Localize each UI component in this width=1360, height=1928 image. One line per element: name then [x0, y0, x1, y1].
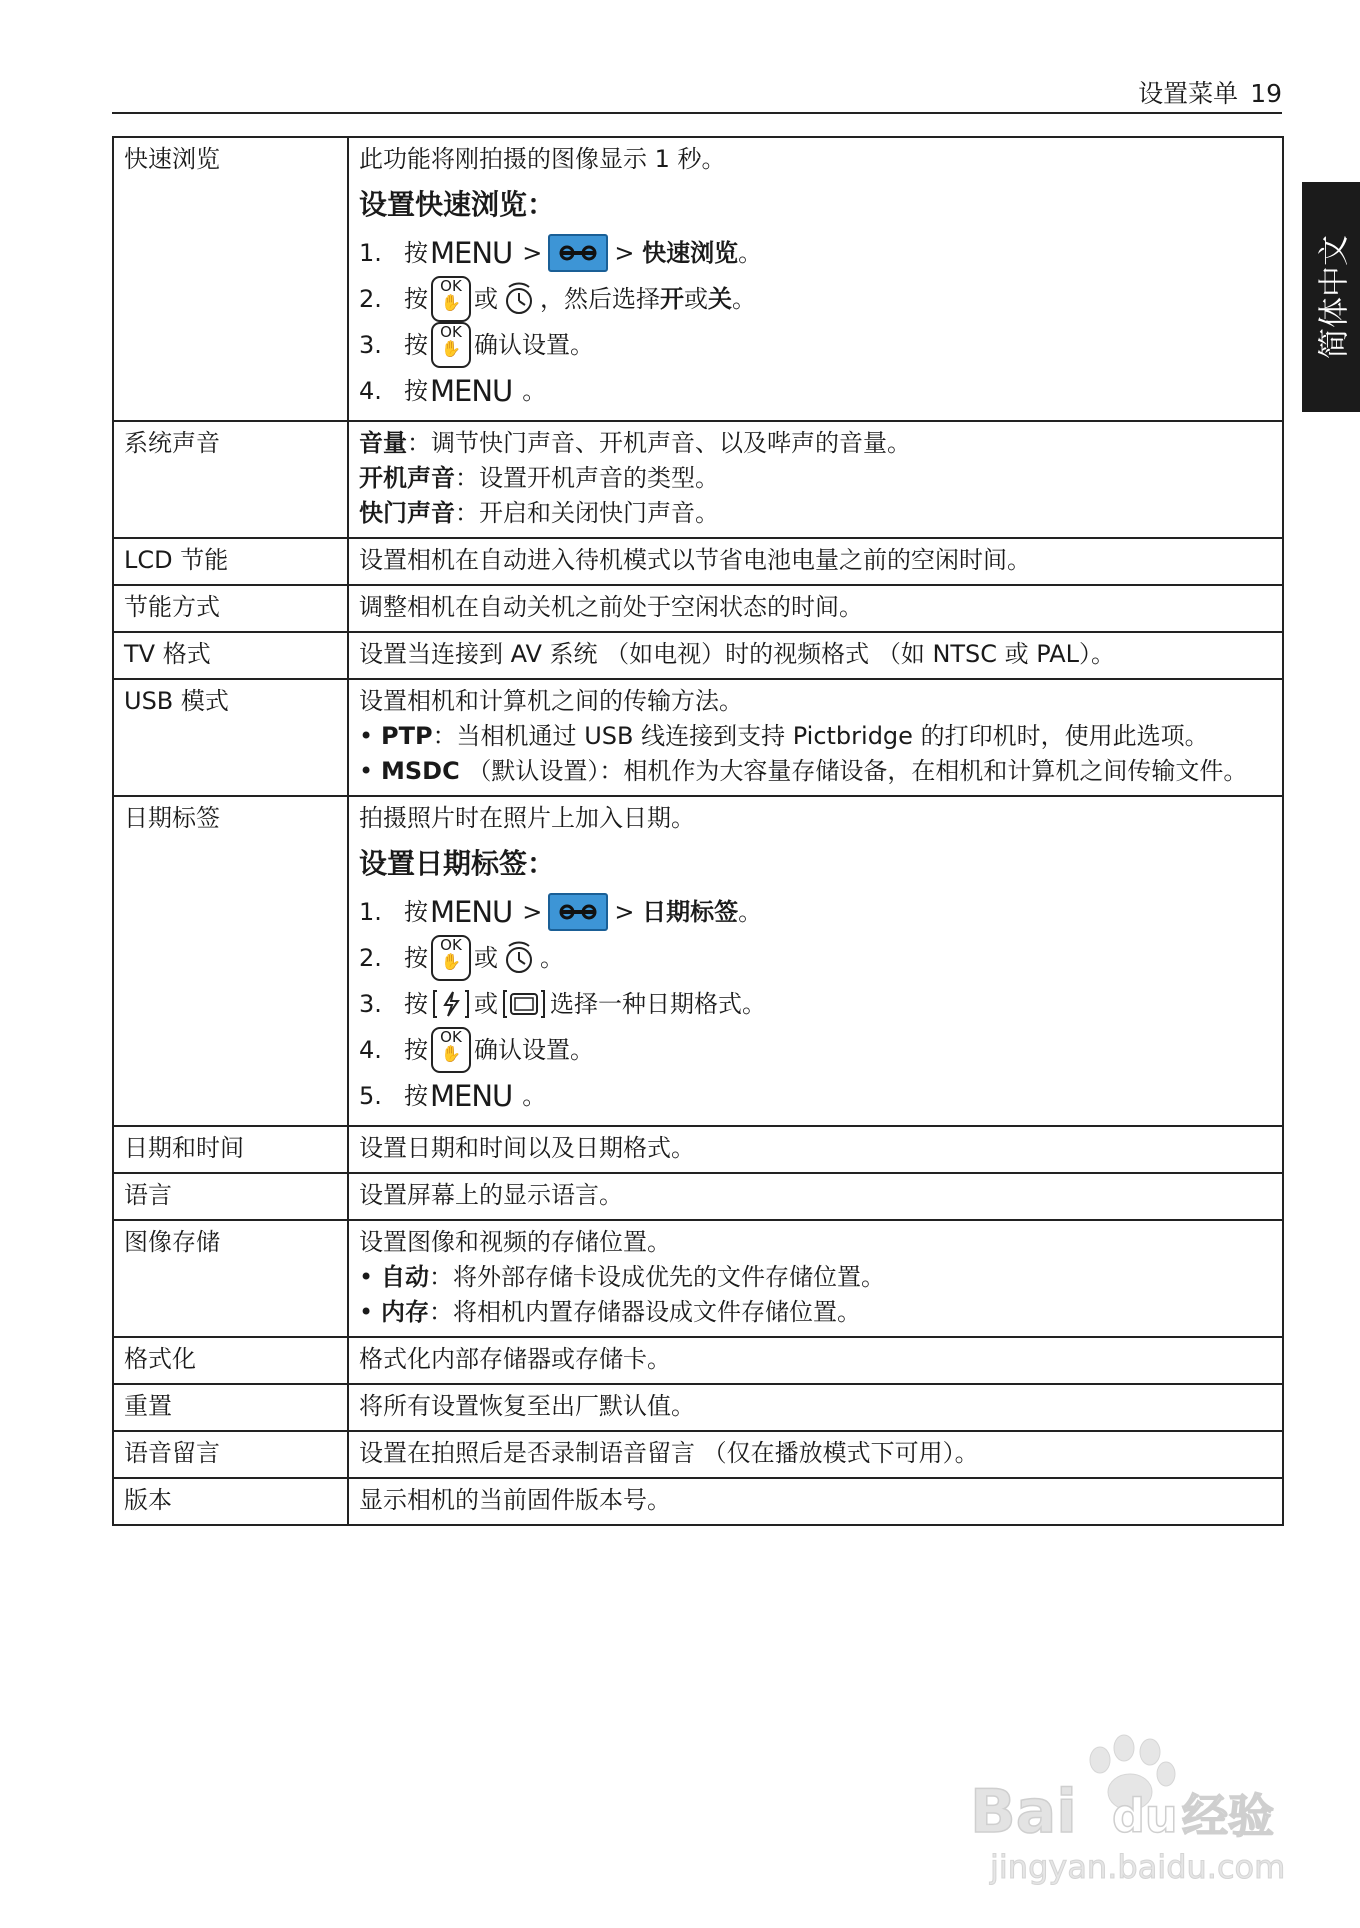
definition: ：开启和关闭快门声音。 — [455, 499, 719, 527]
or-text: 或 — [684, 284, 708, 313]
desc-line — [359, 461, 1272, 496]
press-text: 按 — [404, 897, 428, 926]
step-text: 确认设置。 — [474, 330, 594, 359]
setup-menu-icon — [548, 893, 608, 931]
setting-desc: 将所有设置恢复至出厂默认值。 — [348, 1384, 1283, 1431]
setting-desc — [348, 421, 1283, 538]
menu-item-name: 快速浏览 — [642, 238, 739, 267]
setting-desc — [348, 1220, 1283, 1337]
setting-desc: 调整相机在自动关机之前处于空闲状态的时间。 — [348, 585, 1283, 632]
gt-sign: > — [614, 897, 635, 926]
setting-desc: 设置屏幕上的显示语言。 — [348, 1173, 1283, 1220]
press-text: 按 — [404, 238, 428, 267]
setting-name: LCD 节能 — [113, 538, 348, 585]
table-row — [113, 421, 1283, 538]
press-text: 按 — [404, 330, 428, 359]
gt-sign: > — [522, 238, 543, 267]
step-5 — [359, 1073, 1272, 1119]
table-row — [113, 137, 1283, 421]
desc-text: 设置图像和视频的存储位置。 — [359, 1228, 671, 1256]
setup-menu-icon — [548, 234, 608, 272]
step-number: 4. — [359, 376, 382, 405]
table-row — [113, 538, 1283, 585]
self-timer-icon — [501, 281, 537, 317]
desc-text: 拍摄照片时在照片上加入日期。 — [359, 804, 695, 832]
step-number: 1. — [359, 238, 382, 267]
page-header — [112, 72, 1282, 114]
bullet-item: • 自动：将外部存储卡设成优先的文件存储位置。 — [359, 1263, 885, 1291]
setting-name: 版本 — [113, 1478, 348, 1525]
watermark-brand2: du — [1112, 1789, 1178, 1843]
term: 音量 — [359, 429, 407, 457]
desc-text: 此功能将刚拍摄的图像显示 1 秒。 — [359, 145, 726, 173]
step-2 — [359, 935, 1272, 981]
definition: ：将外部存储卡设成优先的文件存储位置。 — [429, 1263, 885, 1291]
gt-sign: > — [614, 238, 635, 267]
ok-label: OK — [440, 277, 462, 295]
press-text: 按 — [404, 376, 428, 405]
table-row — [113, 796, 1283, 1126]
table-row — [113, 632, 1283, 679]
side-tab-label: 简体中文 — [1316, 235, 1353, 359]
setting-name: TV 格式 — [113, 632, 348, 679]
menu-item-name: 日期标签 — [642, 897, 739, 926]
display-button-icon — [501, 987, 547, 1021]
ok-label: OK — [440, 1028, 462, 1046]
page-number: 19 — [1250, 79, 1282, 108]
step-4 — [359, 1027, 1272, 1073]
step-number: 5. — [359, 1081, 382, 1110]
setting-name: 快速浏览 — [113, 137, 348, 421]
setting-desc: 显示相机的当前固件版本号。 — [348, 1478, 1283, 1525]
step-3 — [359, 981, 1272, 1027]
table-row — [113, 1220, 1283, 1337]
definition: ：调节快门声音、开机声音、以及哔声的音量。 — [407, 429, 911, 457]
ok-label: OK — [440, 936, 462, 954]
term: 开机声音 — [359, 464, 455, 492]
punct: 。 — [522, 376, 547, 405]
self-timer-icon — [501, 940, 537, 976]
watermark-url: jingyan.baidu.com — [990, 1848, 1286, 1886]
press-text: 按 — [404, 943, 428, 972]
step-text: ，然后选择 — [540, 284, 660, 313]
step-number: 2. — [359, 284, 382, 313]
setting-name: 语音留言 — [113, 1431, 348, 1478]
table-row — [113, 1126, 1283, 1173]
press-text: 按 — [404, 1035, 428, 1064]
or-text: 或 — [474, 284, 498, 313]
table-row — [113, 679, 1283, 796]
ok-label: OK — [440, 323, 462, 341]
ok-button-icon: OK ✋ — [431, 276, 471, 322]
ok-button-icon: OK ✋ — [431, 1027, 471, 1073]
baidu-watermark-logo — [960, 1730, 1290, 1890]
step-number: 2. — [359, 943, 382, 972]
menu-button-label: MENU — [430, 894, 513, 929]
setting-name: 日期标签 — [113, 796, 348, 1126]
step-text: 确认设置。 — [474, 1035, 594, 1064]
step-number: 3. — [359, 989, 382, 1018]
step-4 — [359, 368, 1272, 414]
punct: 。 — [738, 897, 763, 926]
term: PTP — [381, 722, 433, 750]
setting-name: 语言 — [113, 1173, 348, 1220]
setting-desc: 设置相机在自动进入待机模式以节省电池电量之前的空闲时间。 — [348, 538, 1283, 585]
setting-name: 图像存储 — [113, 1220, 348, 1337]
subheading: 设置日期标签： — [359, 847, 556, 880]
ok-button-icon: OK ✋ — [431, 322, 471, 368]
setting-desc — [348, 796, 1283, 1126]
term: 快门声音 — [359, 499, 455, 527]
setting-name: 日期和时间 — [113, 1126, 348, 1173]
step-text: 选择一种日期格式。 — [550, 989, 766, 1018]
punct: 。 — [522, 1081, 547, 1110]
punct: 。 — [732, 284, 756, 313]
setting-desc — [348, 137, 1283, 421]
bullet-item: • MSDC （默认设置）：相机作为大容量存储设备，在相机和计算机之间传输文件。 — [359, 757, 1248, 785]
header-title: 设置菜单 — [1138, 79, 1239, 108]
step-3 — [359, 322, 1272, 368]
or-text: 或 — [474, 989, 498, 1018]
setting-name: 系统声音 — [113, 421, 348, 538]
settings-table — [112, 136, 1284, 1526]
step-number: 1. — [359, 897, 382, 926]
table-row — [113, 1478, 1283, 1525]
watermark-cn: 经验 — [1182, 1789, 1274, 1843]
step-1 — [359, 230, 1272, 276]
desc-line — [359, 496, 1272, 531]
language-side-tab — [1302, 182, 1360, 412]
setting-desc: 设置当连接到 AV 系统 （如电视）时的视频格式 （如 NTSC 或 PAL）。 — [348, 632, 1283, 679]
menu-button-label: MENU — [430, 373, 513, 408]
definition: ：设置开机声音的类型。 — [455, 464, 719, 492]
menu-button-label: MENU — [430, 1078, 513, 1113]
punct: 。 — [738, 238, 763, 267]
bullet-item: • PTP：当相机通过 USB 线连接到支持 Pictbridge 的打印机时，使用此选项。 — [359, 722, 1209, 750]
setting-desc: 设置在拍照后是否录制语音留言 （仅在播放模式下可用）。 — [348, 1431, 1283, 1478]
step-1 — [359, 889, 1272, 935]
press-text: 按 — [404, 284, 428, 313]
setting-name: 格式化 — [113, 1337, 348, 1384]
ok-button-icon: OK ✋ — [431, 935, 471, 981]
step-number: 4. — [359, 1035, 382, 1064]
setting-name: 重置 — [113, 1384, 348, 1431]
bullet-item: • 内存：将相机内置存储器设成文件存储位置。 — [359, 1298, 861, 1326]
header-text — [1138, 74, 1282, 110]
table-row — [113, 585, 1283, 632]
definition: ：当相机通过 USB 线连接到支持 Pictbridge 的打印机时，使用此选项。 — [432, 722, 1209, 750]
definition: ：将相机内置存储器设成文件存储位置。 — [429, 1298, 861, 1326]
table-row — [113, 1173, 1283, 1220]
definition: （默认设置）：相机作为大容量存储设备，在相机和计算机之间传输文件。 — [459, 757, 1248, 785]
desc-line — [359, 426, 1272, 461]
or-text: 或 — [474, 943, 498, 972]
table-row — [113, 1337, 1283, 1384]
press-text: 按 — [404, 989, 428, 1018]
setting-desc — [348, 679, 1283, 796]
table-row — [113, 1431, 1283, 1478]
term: MSDC — [381, 757, 460, 785]
desc-text: 设置相机和计算机之间的传输方法。 — [359, 687, 743, 715]
step-number: 3. — [359, 330, 382, 359]
press-text: 按 — [404, 1081, 428, 1110]
gt-sign: > — [522, 897, 543, 926]
menu-button-label: MENU — [430, 235, 513, 270]
table-row — [113, 1384, 1283, 1431]
setting-name: USB 模式 — [113, 679, 348, 796]
term: 自动 — [381, 1263, 429, 1291]
setting-name: 节能方式 — [113, 585, 348, 632]
on-option: 开 — [660, 284, 684, 313]
setting-desc: 格式化内部存储器或存储卡。 — [348, 1337, 1283, 1384]
off-option: 关 — [708, 284, 732, 313]
flash-button-icon — [431, 987, 471, 1021]
punct: 。 — [540, 943, 564, 972]
watermark-brand: Bai — [970, 1777, 1077, 1847]
term: 内存 — [381, 1298, 429, 1326]
setting-desc: 设置日期和时间以及日期格式。 — [348, 1126, 1283, 1173]
step-2 — [359, 276, 1272, 322]
subheading: 设置快速浏览： — [359, 188, 556, 221]
